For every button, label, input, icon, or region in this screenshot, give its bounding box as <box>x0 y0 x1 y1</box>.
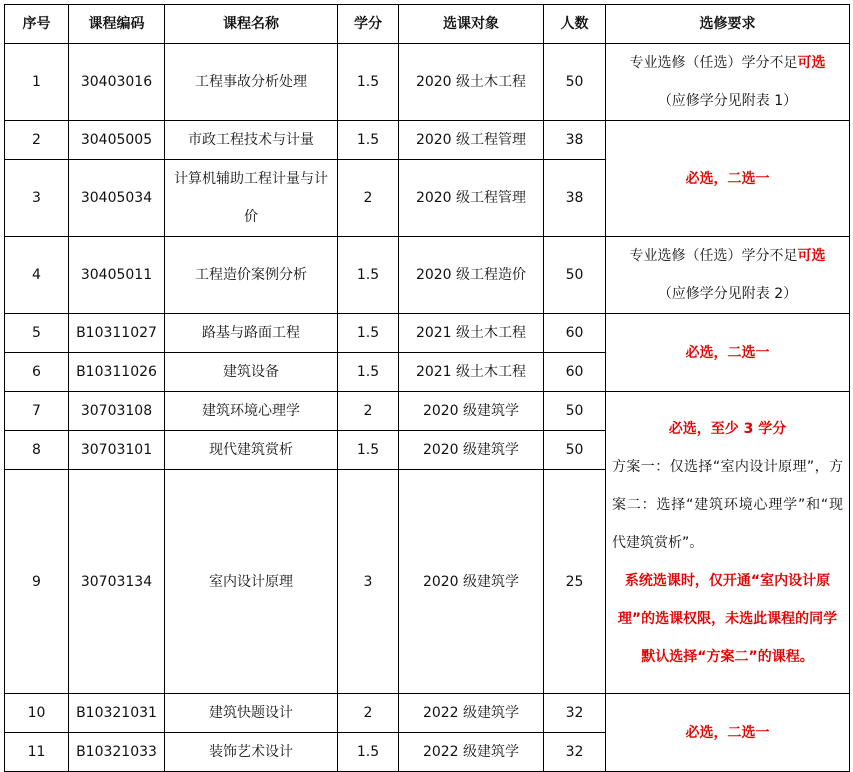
cell-no: 9 <box>5 470 69 694</box>
cell-no: 3 <box>5 160 69 237</box>
cell-credit: 1.5 <box>338 314 399 353</box>
cell-credit: 1.5 <box>338 353 399 392</box>
cell-count: 38 <box>544 160 606 237</box>
cell-count: 50 <box>544 392 606 431</box>
cell-no: 7 <box>5 392 69 431</box>
header-credit: 学分 <box>338 5 399 44</box>
requirement-text: 专业选修（任选）学分不足 <box>629 55 798 71</box>
cell-count: 32 <box>544 694 606 733</box>
header-code: 课程编码 <box>69 5 165 44</box>
cell-target: 2020 级工程管理 <box>399 121 544 160</box>
cell-target: 2022 级建筑学 <box>399 694 544 733</box>
cell-no: 5 <box>5 314 69 353</box>
cell-target: 2020 级建筑学 <box>399 431 544 470</box>
cell-target: 2020 级工程管理 <box>399 160 544 237</box>
cell-code: 30403016 <box>69 44 165 121</box>
requirement-cell: 必选，二选一 <box>606 314 850 392</box>
cell-name: 建筑设备 <box>165 353 338 392</box>
header-count: 人数 <box>544 5 606 44</box>
table-row <box>5 237 850 314</box>
cell-name: 室内设计原理 <box>165 470 338 694</box>
cell-count: 25 <box>544 470 606 694</box>
requirement-body: 方案一：仅选择“室内设计原理”，方案二：选择“建筑环境心理学”和“现代建筑赏析”。 <box>612 458 843 551</box>
requirement-highlight: 可选 <box>797 248 826 264</box>
cell-name: 工程事故分析处理 <box>165 44 338 121</box>
cell-credit: 2 <box>338 392 399 431</box>
cell-no: 10 <box>5 694 69 733</box>
cell-no: 1 <box>5 44 69 121</box>
cell-no: 6 <box>5 353 69 392</box>
cell-credit: 1.5 <box>338 431 399 470</box>
table-row <box>5 392 850 431</box>
cell-name: 现代建筑赏析 <box>165 431 338 470</box>
cell-name: 市政工程技术与计量 <box>165 121 338 160</box>
cell-name: 路基与路面工程 <box>165 314 338 353</box>
cell-target: 2020 级土木工程 <box>399 44 544 121</box>
cell-count: 50 <box>544 237 606 314</box>
header-name: 课程名称 <box>165 5 338 44</box>
cell-credit: 2 <box>338 160 399 237</box>
requirement-cell: 必选，二选一 <box>606 121 850 237</box>
requirement-cell: 必选，二选一 <box>606 694 850 772</box>
cell-target: 2020 级工程造价 <box>399 237 544 314</box>
requirement-text: 专业选修（任选）学分不足 <box>629 248 798 264</box>
requirement-cell <box>606 237 850 314</box>
requirement-note: （应修学分见附表 2） <box>657 286 798 302</box>
cell-target: 2020 级建筑学 <box>399 392 544 431</box>
cell-count: 38 <box>544 121 606 160</box>
cell-credit: 1.5 <box>338 44 399 121</box>
cell-credit: 1.5 <box>338 237 399 314</box>
cell-code: 30405034 <box>69 160 165 237</box>
table-row <box>5 121 850 160</box>
cell-credit: 3 <box>338 470 399 694</box>
requirement-cell <box>606 392 850 694</box>
cell-target: 2022 级建筑学 <box>399 733 544 772</box>
cell-count: 32 <box>544 733 606 772</box>
cell-name: 计算机辅助工程计量与计价 <box>165 160 338 237</box>
requirement-note: 系统选课时，仅开通“室内设计原理”的选课权限，未选此课程的同学默认选择“方案二”的课程。 <box>617 572 838 665</box>
cell-no: 8 <box>5 431 69 470</box>
cell-target: 2020 级建筑学 <box>399 470 544 694</box>
cell-no: 2 <box>5 121 69 160</box>
cell-code: B10311026 <box>69 353 165 392</box>
cell-target: 2021 级土木工程 <box>399 314 544 353</box>
cell-name: 工程造价案例分析 <box>165 237 338 314</box>
cell-no: 4 <box>5 237 69 314</box>
cell-count: 50 <box>544 44 606 121</box>
cell-code: 30405005 <box>69 121 165 160</box>
table-row <box>5 44 850 121</box>
cell-code: B10311027 <box>69 314 165 353</box>
cell-name: 建筑环境心理学 <box>165 392 338 431</box>
cell-count: 60 <box>544 314 606 353</box>
requirement-highlight: 可选 <box>797 55 826 71</box>
cell-name: 装饰艺术设计 <box>165 733 338 772</box>
table-row <box>5 314 850 353</box>
cell-code: B10321031 <box>69 694 165 733</box>
cell-code: 30703108 <box>69 392 165 431</box>
requirement-note: （应修学分见附表 1） <box>657 93 798 109</box>
header-row <box>5 5 850 44</box>
cell-credit: 2 <box>338 694 399 733</box>
header-no: 序号 <box>5 5 69 44</box>
cell-count: 50 <box>544 431 606 470</box>
cell-target: 2021 级土木工程 <box>399 353 544 392</box>
cell-count: 60 <box>544 353 606 392</box>
cell-code: B10321033 <box>69 733 165 772</box>
header-target: 选课对象 <box>399 5 544 44</box>
cell-code: 30703134 <box>69 470 165 694</box>
requirement-title: 必选，至少 3 学分 <box>668 420 787 437</box>
cell-credit: 1.5 <box>338 733 399 772</box>
cell-name: 建筑快题设计 <box>165 694 338 733</box>
course-table <box>4 4 850 772</box>
cell-code: 30405011 <box>69 237 165 314</box>
requirement-cell <box>606 44 850 121</box>
cell-code: 30703101 <box>69 431 165 470</box>
cell-no: 11 <box>5 733 69 772</box>
table-row <box>5 694 850 733</box>
cell-credit: 1.5 <box>338 121 399 160</box>
header-requirement: 选修要求 <box>606 5 850 44</box>
